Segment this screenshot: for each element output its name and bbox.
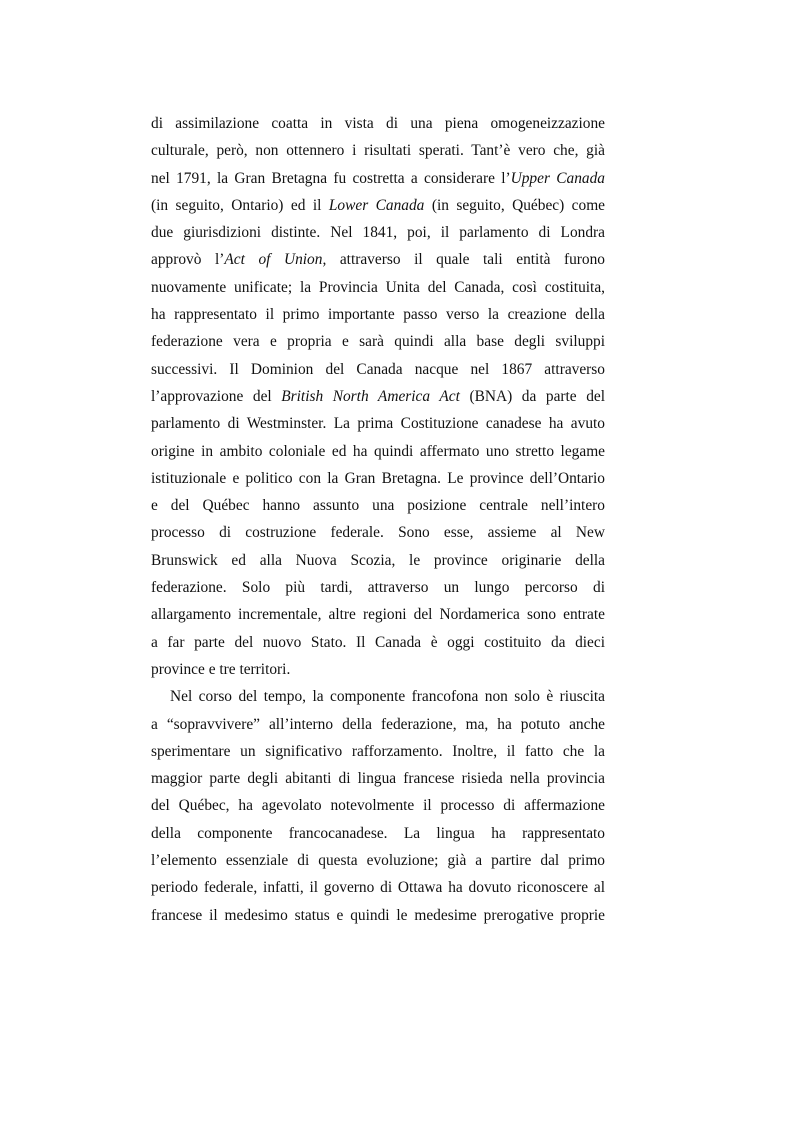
text-segment: (in seguito, Ontario) ed il — [151, 196, 329, 214]
text-segment: periodo federale, infatti, il governo di Ottawa ha dovuto riconoscere al — [151, 879, 605, 897]
text-line — [151, 902, 605, 929]
text-line — [151, 137, 605, 164]
text-segment: attraverso il quale tali entità furono — [326, 251, 606, 269]
text-line — [151, 847, 605, 874]
text-segment: parlamento di Westminster. La prima Costituzione canadese ha avuto — [151, 415, 605, 433]
text-line — [151, 738, 605, 765]
text-line — [151, 601, 605, 628]
text-line — [151, 656, 605, 683]
text-line — [151, 383, 605, 410]
text-line — [151, 165, 605, 192]
text-segment: della componente francocanadese. La lingua ha rappresentato — [151, 824, 605, 842]
text-segment: maggior parte degli abitanti di lingua francese risieda nella provincia — [151, 770, 605, 788]
text-segment: origine in ambito coloniale ed ha quindi affermato uno stretto legame — [151, 442, 605, 460]
text-line — [151, 629, 605, 656]
text-line — [151, 820, 605, 847]
text-line — [151, 192, 605, 219]
text-segment: (BNA) da parte del — [459, 387, 606, 405]
text-line — [151, 874, 605, 901]
text-segment: nel 1791, la Gran Bretagna fu costretta a considerare l’ — [151, 169, 511, 187]
text-segment: allargamento incrementale, altre regioni del Nordamerica sono entrate — [151, 606, 605, 624]
text-line — [151, 765, 605, 792]
text-line — [151, 328, 605, 355]
text-segment: federazione vera e propria e sarà quindi alla base degli sviluppi — [151, 333, 605, 351]
text-line — [151, 519, 605, 546]
text-segment: l’approvazione del — [151, 387, 282, 405]
text-line — [151, 492, 605, 519]
text-segment: l’elemento essenziale di questa evoluzione; già a partire dal primo — [151, 852, 605, 870]
text-segment: successivi. Il Dominion del Canada nacque nel 1867 attraverso — [151, 360, 605, 378]
text-line — [151, 356, 605, 383]
text-line — [151, 301, 605, 328]
text-line — [151, 711, 605, 738]
text-line — [151, 792, 605, 819]
italic-text-segment: Act of Union, — [224, 251, 327, 269]
text-line — [151, 246, 605, 273]
text-segment: di assimilazione coatta in vista di una piena omogeneizzazione — [151, 115, 605, 132]
text-segment: (in seguito, Québec) come — [424, 196, 606, 214]
text-segment: ha rappresentato il primo importante passo verso la creazione della — [151, 306, 605, 324]
text-line — [151, 465, 605, 492]
text-segment: sperimentare un significativo rafforzamento. Inoltre, il fatto che la — [151, 742, 605, 760]
text-segment: processo di costruzione federale. Sono esse, assieme al New — [151, 524, 605, 542]
text-line — [151, 110, 605, 137]
text-segment: approvò l’ — [151, 251, 225, 269]
text-segment: Nel corso del tempo, la componente francofona non solo è riuscita — [170, 688, 605, 706]
text-line — [151, 547, 605, 574]
italic-text-segment: Lower Canada — [328, 196, 425, 214]
text-segment: del Québec, ha agevolato notevolmente il processo di affermazione — [151, 797, 605, 815]
text-segment: province e tre territori. — [151, 660, 291, 678]
text-segment: Brunswick ed alla Nuova Scozia, le province originarie della — [151, 551, 605, 569]
text-line — [151, 574, 605, 601]
italic-text-segment: British North America Act — [281, 387, 460, 405]
body-text — [151, 110, 605, 929]
text-segment: francese il medesimo status e quindi le medesime prerogative proprie — [151, 906, 605, 924]
text-line — [151, 410, 605, 437]
text-segment: a “sopravvivere” all’interno della federazione, ma, ha potuto anche — [151, 715, 605, 733]
text-segment: nuovamente unificate; la Provincia Unita del Canada, così costituita, — [151, 278, 605, 296]
italic-text-segment: Upper Canada — [510, 169, 605, 187]
text-line — [151, 219, 605, 246]
text-segment: istituzionale e politico con la Gran Bretagna. Le province dell’Ontario — [151, 469, 605, 487]
text-line — [151, 683, 605, 710]
text-segment: due giurisdizioni distinte. Nel 1841, poi, il parlamento di Londra — [151, 224, 605, 242]
text-segment: e del Québec hanno assunto una posizione centrale nell’intero — [151, 497, 605, 515]
text-segment: a far parte del nuovo Stato. Il Canada è oggi costituito da dieci — [151, 633, 605, 651]
text-line — [151, 274, 605, 301]
text-segment: federazione. Solo più tardi, attraverso un lungo percorso di — [151, 579, 605, 597]
text-line — [151, 438, 605, 465]
text-segment: culturale, però, non ottennero i risultati sperati. Tant’è vero che, già — [151, 142, 605, 160]
